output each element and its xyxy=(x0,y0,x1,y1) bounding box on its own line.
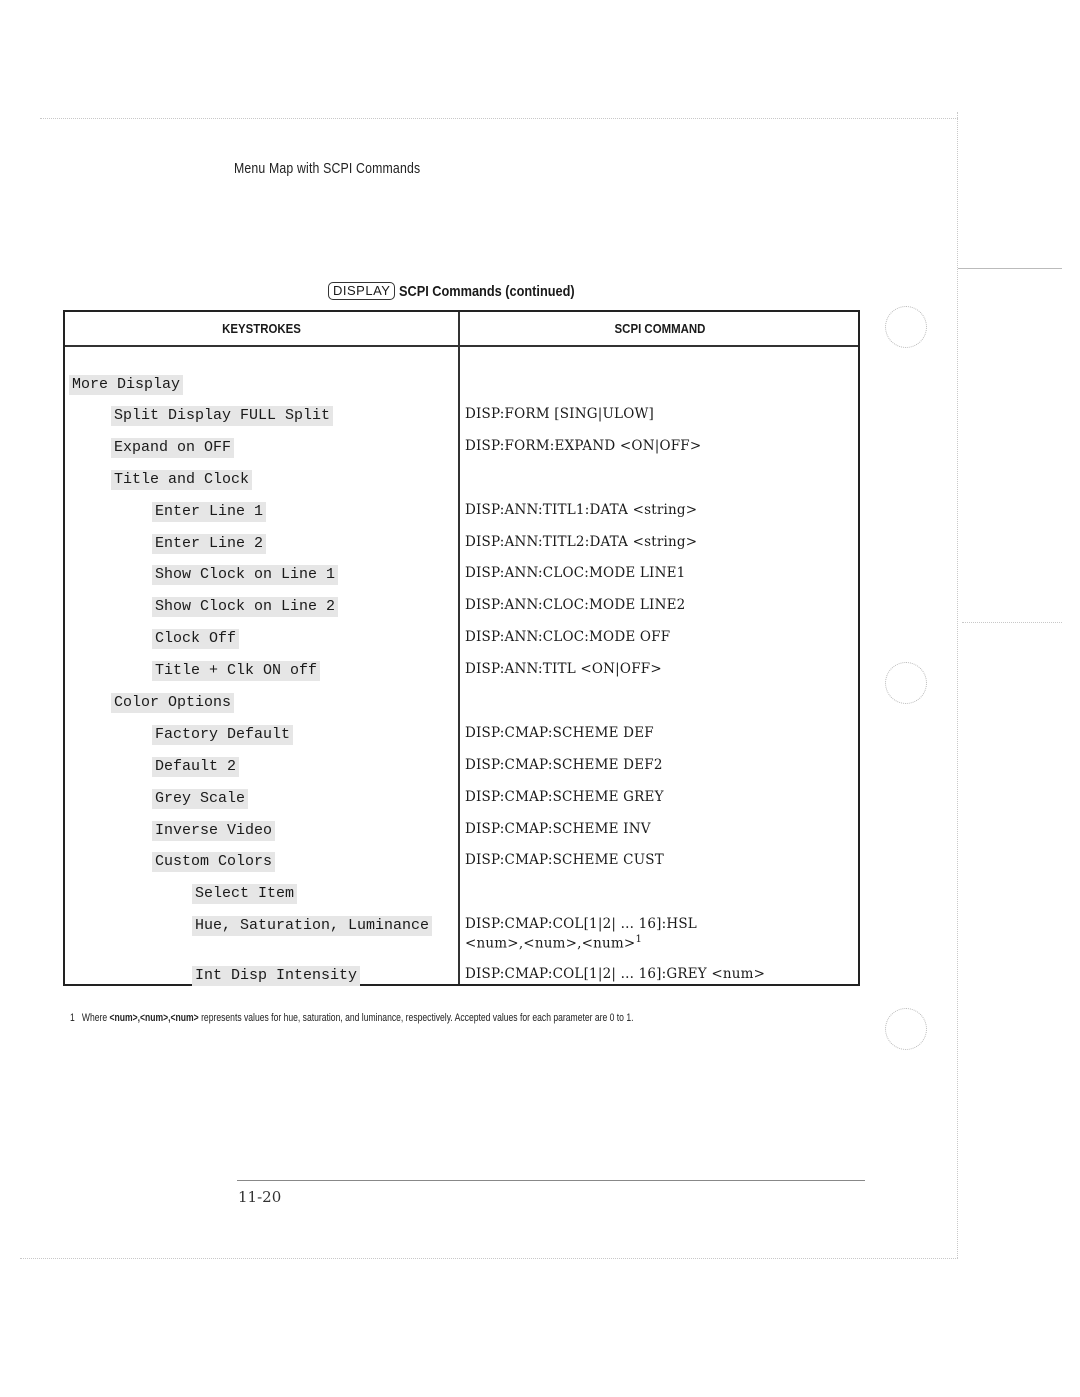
softkey-grey-scale: Grey Scale xyxy=(152,789,248,809)
scpi-command: DISP:CMAP:SCHEME INV xyxy=(465,821,651,837)
scan-edge-top xyxy=(40,118,958,119)
footnote-text: represents values for hue, saturation, and luminance, respectively. Accepted values for each parameter are 0 to 1. xyxy=(201,1012,634,1024)
scpi-command: DISP:CMAP:SCHEME DEF2 xyxy=(465,757,663,773)
table-row xyxy=(65,821,858,851)
softkey-default-2: Default 2 xyxy=(152,757,239,777)
footnote-ref: 1 xyxy=(635,934,642,945)
scpi-command: DISP:CMAP:SCHEME CUST xyxy=(465,852,664,868)
table-row xyxy=(65,852,858,882)
table-row xyxy=(65,629,858,659)
scpi-command: DISP:FORM:EXPAND <ON|OFF> xyxy=(465,438,702,454)
column-header-scpi-command: SCPI COMMAND xyxy=(614,321,706,336)
scpi-command: DISP:ANN:TITL <ON|OFF> xyxy=(465,661,662,677)
scpi-command: DISP:CMAP:SCHEME DEF xyxy=(465,725,654,741)
softkey-int-disp-intensity: Int Disp Intensity xyxy=(192,966,360,986)
table-title xyxy=(328,282,606,300)
punch-hole-1 xyxy=(885,306,927,348)
hsl-parameters: <num>,<num>,<num> xyxy=(465,935,636,952)
running-header: Menu Map with SCPI Commands xyxy=(234,160,421,177)
command-table xyxy=(63,310,860,986)
scpi-command: DISP:ANN:TITL2:DATA <string> xyxy=(465,534,698,550)
scan-edge-right xyxy=(957,112,958,1258)
table-row xyxy=(65,661,858,691)
softkey-factory-default: Factory Default xyxy=(152,725,293,745)
page-footer-rule xyxy=(237,1180,865,1181)
softkey-expand: Expand on OFF xyxy=(111,438,234,458)
softkey-show-clock-line-2: Show Clock on Line 2 xyxy=(152,597,338,617)
scpi-command: DISP:ANN:TITL1:DATA <string> xyxy=(465,502,698,518)
header-divider xyxy=(65,345,858,347)
footnote-pre: Where xyxy=(81,1012,108,1024)
scpi-command: DISP:ANN:CLOC:MODE LINE1 xyxy=(465,565,686,581)
scpi-command: DISP:ANN:CLOC:MODE LINE2 xyxy=(465,597,686,613)
table-row xyxy=(65,725,858,755)
scpi-command-line-1: DISP:CMAP:COL[1|2| ... 16]:HSL xyxy=(465,916,697,932)
punch-hole-2 xyxy=(885,662,927,704)
softkey-clock-off: Clock Off xyxy=(152,629,239,649)
scpi-command: DISP:ANN:CLOC:MODE OFF xyxy=(465,629,671,645)
table-row xyxy=(65,757,858,787)
table-row xyxy=(65,565,858,595)
table-title-text: SCPI Commands (continued) xyxy=(399,282,576,300)
softkey-title-and-clock: Title and Clock xyxy=(111,470,252,490)
page-number: 11-20 xyxy=(238,1188,282,1206)
softkey-enter-line-2: Enter Line 2 xyxy=(152,534,266,554)
table-row xyxy=(65,966,858,996)
scpi-command: DISP:CMAP:COL[1|2| ... 16]:GREY <num> xyxy=(465,966,766,982)
column-header-keystrokes: KEYSTROKES xyxy=(222,321,301,336)
footnote-params: <num>,<num>,<num> xyxy=(109,1012,199,1024)
table-row xyxy=(65,502,858,532)
punch-hole-3 xyxy=(885,1008,927,1050)
table-row xyxy=(65,375,858,405)
footnote-number: 1 xyxy=(70,1012,75,1024)
softkey-split-display: Split Display FULL Split xyxy=(111,406,333,426)
table-row xyxy=(65,597,858,627)
softkey-select-item: Select Item xyxy=(192,884,297,904)
softkey-enter-line-1: Enter Line 1 xyxy=(152,502,266,522)
table-row xyxy=(65,534,858,564)
softkey-title-clk-on-off: Title + Clk ON off xyxy=(152,661,320,681)
table-row xyxy=(65,916,858,960)
table-row xyxy=(65,438,858,468)
table-row xyxy=(65,470,858,500)
scpi-command: DISP:CMAP:SCHEME GREY xyxy=(465,789,664,805)
softkey-inverse-video: Inverse Video xyxy=(152,821,275,841)
softkey-hue-saturation-luminance: Hue, Saturation, Luminance xyxy=(192,916,432,936)
softkey-color-options: Color Options xyxy=(111,693,234,713)
scan-edge-bottom xyxy=(20,1258,958,1259)
softkey-custom-colors: Custom Colors xyxy=(152,852,275,872)
scan-mark-right-1 xyxy=(958,268,1062,269)
table-row xyxy=(65,789,858,819)
table-row xyxy=(65,693,858,723)
footnote xyxy=(70,1012,634,1024)
table-row xyxy=(65,884,858,914)
scan-mark-right-2 xyxy=(962,622,1062,623)
softkey-show-clock-line-1: Show Clock on Line 1 xyxy=(152,565,338,585)
scpi-command xyxy=(465,916,697,952)
display-key-label: DISPLAY xyxy=(328,282,395,300)
scpi-command-line-2 xyxy=(465,934,697,952)
table-row xyxy=(65,406,858,436)
softkey-more-display: More Display xyxy=(69,375,183,395)
scpi-command: DISP:FORM [SING|ULOW] xyxy=(465,406,655,422)
